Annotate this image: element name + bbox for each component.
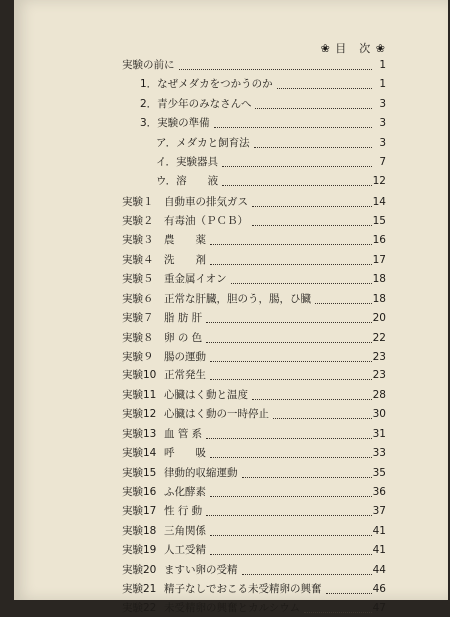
entry-title: 2．青少年のみなさんへ [140, 98, 252, 110]
page-number: 35 [372, 467, 386, 479]
toc-entry [14, 114, 448, 132]
entry-title: ウ．溶 液 [156, 175, 219, 187]
leader-dots [210, 226, 372, 245]
page-number: 31 [372, 428, 386, 440]
experiment-number: 実験21 [122, 583, 157, 595]
toc-entry [14, 599, 448, 617]
entry-title: 腸の運動 [164, 351, 206, 363]
leader-dots [315, 285, 372, 304]
entry-title: 心臓はく動の一時停止 [164, 408, 269, 420]
experiment-number: 実験４ [122, 254, 154, 266]
entry-title: 農 薬 [164, 234, 206, 246]
page-number: 46 [372, 583, 386, 595]
experiment-number: 実験16 [122, 486, 157, 498]
leader-dots [206, 420, 372, 439]
toc-entry [14, 193, 448, 211]
experiment-number: 実験11 [122, 389, 157, 401]
entry-title: 三角関係 [164, 525, 206, 537]
experiment-number: 実験１ [122, 196, 154, 208]
leader-dots [222, 167, 372, 186]
page-number: 17 [372, 254, 386, 266]
entry-title: 血 管 系 [164, 428, 203, 440]
page-number: 30 [372, 408, 386, 420]
leader-dots [254, 129, 372, 148]
entry-title: 心臓はく動と温度 [164, 389, 248, 401]
leader-dots [206, 324, 372, 343]
entry-title: 1．なぜメダカをつかうのか [140, 78, 273, 90]
entry-title: 人工受精 [164, 544, 206, 556]
toc-entry [14, 172, 448, 190]
page-number: 1 [379, 78, 386, 90]
toc-entry [14, 366, 448, 384]
leader-dots [255, 90, 372, 109]
page-number: 12 [372, 175, 386, 187]
experiment-number: 実験２ [122, 215, 154, 227]
entry-title: 洗 剤 [164, 254, 206, 266]
toc-entry [14, 444, 448, 462]
page-number: 3 [379, 137, 386, 149]
experiment-number: 実験５ [122, 273, 154, 285]
page-number: 28 [372, 389, 386, 401]
page-number: 23 [372, 351, 386, 363]
leader-dots [210, 536, 372, 555]
page-number: 44 [372, 564, 386, 576]
page-number: 14 [372, 196, 386, 208]
leader-dots [210, 343, 372, 362]
experiment-number: 実験19 [122, 544, 157, 556]
page-number: 3 [379, 117, 386, 129]
page-number: 18 [372, 293, 386, 305]
entry-title: 脂 肪 肝 [164, 312, 203, 324]
leader-dots [326, 575, 373, 594]
experiment-number: 実験18 [122, 525, 157, 537]
leader-dots [252, 188, 372, 207]
page-number: 41 [372, 544, 386, 556]
toc-entry [14, 56, 448, 74]
page-number: 41 [372, 525, 386, 537]
leader-dots [252, 207, 372, 226]
leader-dots [214, 109, 372, 128]
experiment-number: 実験12 [122, 408, 157, 420]
experiment-number: 実験15 [122, 467, 157, 479]
leader-dots [242, 459, 373, 478]
entry-title: 有毒油（ＰＣＢ） [164, 215, 248, 227]
leader-dots [206, 497, 372, 516]
toc-entry [14, 386, 448, 404]
toc-entry [14, 541, 448, 559]
page-number: 22 [372, 332, 386, 344]
flower-ornament-icon: ❀ [375, 42, 386, 55]
entry-title: ますい卵の受精 [164, 564, 238, 576]
leader-dots [273, 400, 372, 419]
entry-title: 正常な肝臓，胆のう，腸，ひ臓 [164, 293, 311, 305]
entry-title: 3．実験の準備 [140, 117, 210, 129]
leader-dots [210, 361, 372, 380]
leader-dots [242, 556, 373, 575]
entry-title: イ．実験器具 [156, 156, 219, 168]
leader-dots [252, 381, 372, 400]
entry-title: 性 行 動 [164, 505, 203, 517]
entry-title: ア．メダカと飼育法 [156, 137, 250, 149]
experiment-number: 実験14 [122, 447, 157, 459]
entry-title: 卵 の 色 [164, 332, 203, 344]
leader-dots [210, 246, 372, 265]
page-number: 20 [372, 312, 386, 324]
experiment-number: 実験22 [122, 602, 157, 614]
page-number: 1 [379, 59, 386, 71]
experiment-number: 実験３ [122, 234, 154, 246]
page-number: 15 [372, 215, 386, 227]
entry-title: 重金属イオン [164, 273, 227, 285]
page-number: 47 [372, 602, 386, 614]
experiment-number: 実験７ [122, 312, 154, 324]
entry-title: 呼 吸 [164, 447, 206, 459]
entry-title: 正常発生 [164, 369, 206, 381]
experiment-number: 実験８ [122, 332, 154, 344]
entry-title: ふ化酵素 [164, 486, 206, 498]
entry-title: 実験の前に [122, 59, 175, 71]
experiment-number: 実験17 [122, 505, 157, 517]
leader-dots [179, 51, 373, 70]
entry-title: 律動的収縮運動 [164, 467, 238, 479]
page-number: 36 [372, 486, 386, 498]
page-number: 7 [379, 156, 386, 168]
page-number: 18 [372, 273, 386, 285]
entry-title: 未受精卵の興奮とカルシウム [164, 602, 301, 614]
leader-dots [304, 594, 372, 613]
experiment-number: 実験10 [122, 369, 157, 381]
experiment-number: 実験９ [122, 351, 154, 363]
contents-title: 目 次 [335, 42, 372, 55]
leader-dots [210, 439, 372, 458]
leader-dots [231, 265, 372, 284]
toc-entry [14, 270, 448, 288]
page-number: 23 [372, 369, 386, 381]
entry-title: 精子なしでおこる未受精卵の興奮 [164, 583, 322, 595]
toc-entry [14, 561, 448, 579]
page-number: 37 [372, 505, 386, 517]
page-number: 33 [372, 447, 386, 459]
experiment-number: 実験20 [122, 564, 157, 576]
toc-entry [14, 75, 448, 93]
book-page [14, 0, 448, 614]
experiment-number: 実験６ [122, 293, 154, 305]
flower-ornament-icon: ❀ [320, 42, 331, 55]
experiment-number: 実験13 [122, 428, 157, 440]
leader-dots [206, 304, 372, 323]
leader-dots [210, 478, 372, 497]
entry-title: 自動車の排気ガス [164, 196, 248, 208]
leader-dots [210, 517, 372, 536]
page-number: 16 [372, 234, 386, 246]
toc-entry [14, 580, 448, 598]
leader-dots [222, 148, 372, 167]
leader-dots [277, 70, 372, 89]
page-number: 3 [379, 98, 386, 110]
